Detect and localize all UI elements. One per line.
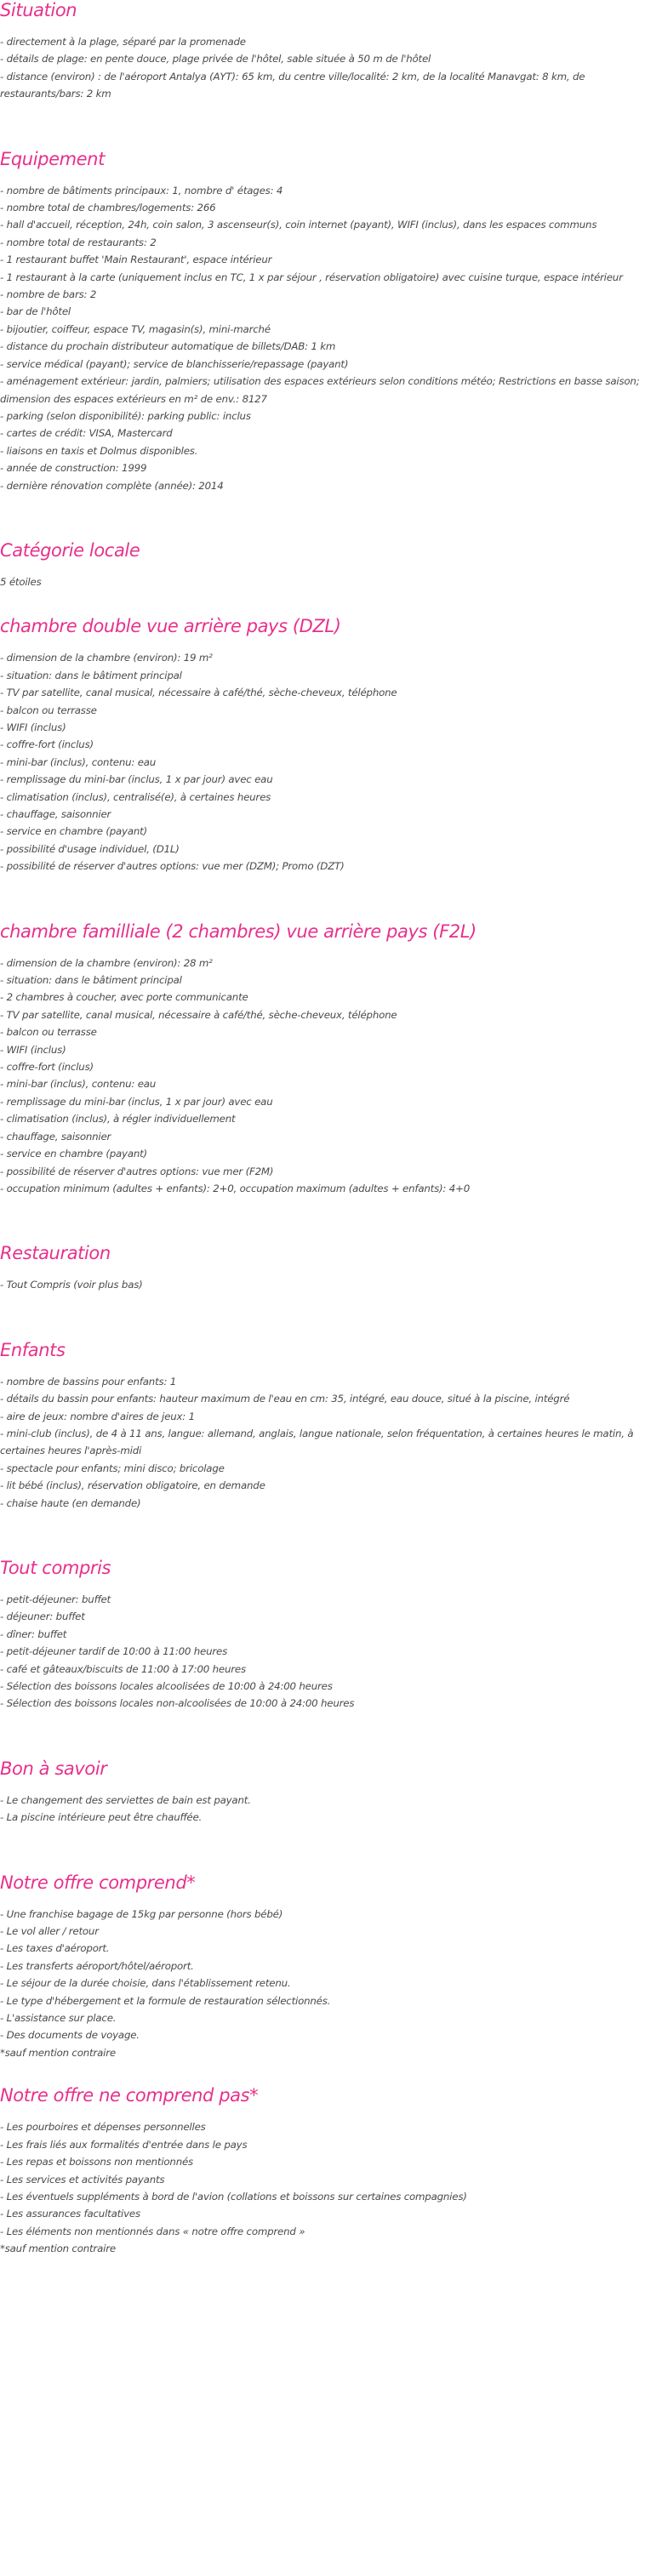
list-item: - service médical (payant); service de blanchisserie/repassage (payant): [0, 357, 349, 370]
list-item: - La piscine intérieure peut être chauffée.: [0, 1811, 203, 1824]
list-item: - parking (selon disponibilité): parking public: inclus: [0, 409, 251, 422]
list-item: - Tout Compris (voir plus bas): [0, 1279, 143, 1291]
list-item: - dimension de la chambre (environ): 28 m²: [0, 956, 213, 969]
list-item: - remplissage du mini-bar (inclus, 1 x par jour) avec eau: [0, 1095, 273, 1108]
section-body-equipement: [0, 182, 645, 494]
list-item: - possibilité d'usage individuel, (D1L): [0, 842, 180, 855]
list-item: - mini-bar (inclus), contenu: eau: [0, 1078, 157, 1091]
section-title-restauration: Restauration: [0, 1243, 111, 1264]
section-body-offre-comprend: [0, 1906, 645, 2062]
list-item: - dernière rénovation complète (année): 2014: [0, 479, 224, 492]
list-item: - climatisation (inclus), à régler individuellement: [0, 1113, 236, 1126]
footnote: *sauf mention contraire: [0, 2243, 116, 2255]
list-item: - liaisons en taxis et Dolmus disponibles.: [0, 444, 198, 457]
list-item: - Les pourboires et dépenses personnelles: [0, 2121, 206, 2134]
list-item: - situation: dans le bâtiment principal: [0, 974, 182, 987]
list-item: - nombre de bâtiments principaux: 1, nombre d' étages: 4: [0, 184, 283, 197]
list-item: - chauffage, saisonnier: [0, 1130, 111, 1143]
list-item: - coffre-fort (inclus): [0, 738, 94, 751]
list-item: - possibilité de réserver d'autres options: vue mer (DZM); Promo (DZT): [0, 860, 345, 873]
list-item: - WIFI (inclus): [0, 1043, 66, 1056]
list-item: - Le type d'hébergement et la formule de restauration sélectionnés.: [0, 1994, 331, 2007]
list-item: - Les repas et boissons non mentionnés: [0, 2156, 193, 2169]
list-item: - petit-déjeuner tardif de 10:00 à 11:00 heures: [0, 1645, 228, 1658]
section-title-enfants: Enfants: [0, 1339, 66, 1360]
list-item: - hall d'accueil, réception, 24h, coin salon, 3 ascenseur(s), coin internet (payant), WIFI (inclus), dans les espaces communs: [0, 219, 597, 231]
list-item: - détails de plage: en pente douce, plage privée de l'hôtel, sable située à 50 m de l'hôtel: [0, 53, 431, 66]
section-title-f2l: chambre familliale (2 chambres) vue arrière pays (F2L): [0, 920, 477, 942]
list-item: - chaise haute (en demande): [0, 1496, 141, 1509]
list-item: - balcon ou terrasse: [0, 1026, 97, 1039]
list-item: - 2 chambres à coucher, avec porte communicante: [0, 991, 248, 1004]
list-item: - dîner: buffet: [0, 1627, 67, 1640]
section-title-offre-ne-comprend-pas: Notre offre ne comprend pas*: [0, 2085, 259, 2106]
list-item: - Les transferts aéroport/hôtel/aéroport.: [0, 1959, 194, 1972]
list-item: - Sélection des boissons locales alcoolisées de 10:00 à 24:00 heures: [0, 1680, 333, 1692]
list-item: - nombre de bassins pour enfants: 1: [0, 1375, 177, 1388]
list-item: - remplissage du mini-bar (inclus, 1 x par jour) avec eau: [0, 773, 273, 786]
list-item: - nombre total de restaurants: 2: [0, 236, 157, 248]
list-item: - Les éléments non mentionnés dans « notre offre comprend »: [0, 2225, 305, 2237]
list-item: - déjeuner: buffet: [0, 1610, 85, 1623]
list-item: - TV par satellite, canal musical, nécessaire à café/thé, sèche-cheveux, téléphone: [0, 1008, 397, 1021]
section-body-tout-compris: [0, 1591, 645, 1713]
list-item: - nombre de bars: 2: [0, 288, 97, 301]
list-item: - Des documents de voyage.: [0, 2029, 140, 2042]
list-item: - situation: dans le bâtiment principal: [0, 669, 182, 681]
list-item: - L'assistance sur place.: [0, 2012, 117, 2025]
list-item: - 1 restaurant buffet 'Main Restaurant', espace intérieur: [0, 254, 272, 266]
section-body-f2l: [0, 955, 645, 1198]
list-item: - mini-bar (inclus), contenu: eau: [0, 755, 157, 768]
list-item: - Les frais liés aux formalités d'entrée dans le pays: [0, 2138, 248, 2151]
list-item: - mini-club (inclus), de 4 à 11 ans, langue: allemand, anglais, langue nationale, selon fréquentation, à certaines heures le matin, à certaines heures l'après-midi: [0, 1427, 634, 1457]
list-item: - possibilité de réserver d'autres options: vue mer (F2M): [0, 1165, 274, 1177]
list-item: - Le vol aller / retour: [0, 1925, 99, 1938]
section-body-dzl: [0, 649, 645, 875]
list-item: - service en chambre (payant): [0, 825, 147, 838]
list-item: - détails du bassin pour enfants: hauteur maximum de l'eau en cm: 35, intégré, eau douce, situé à la piscine, intégré: [0, 1393, 570, 1405]
section-body-restauration: [0, 1276, 645, 1293]
list-item: - WIFI (inclus): [0, 721, 66, 733]
section-title-bon-a-savoir: Bon à savoir: [0, 1758, 107, 1779]
list-item: - distance (environ) : de l'aéroport Antalya (AYT): 65 km, du centre ville/localité: 2 km, de la localité Manavgat: 8 km, de restaurants/bars: 2 km: [0, 70, 585, 100]
section-title-equipement: Equipement: [0, 148, 105, 169]
list-item: - Les assurances facultatives: [0, 2208, 140, 2220]
list-item: - café et gâteaux/biscuits de 11:00 à 17:00 heures: [0, 1662, 246, 1675]
list-item: - Les services et activités payants: [0, 2173, 165, 2186]
list-item: - service en chambre (payant): [0, 1148, 147, 1160]
section-body-situation: [0, 33, 645, 103]
list-item: - Le séjour de la durée choisie, dans l'établissement retenu.: [0, 1977, 291, 1990]
list-item: - distance du prochain distributeur automatique de billets/DAB: 1 km: [0, 340, 336, 353]
list-item: - bar de l'hôtel: [0, 305, 71, 318]
list-item: - aménagement extérieur: jardin, palmiers; utilisation des espaces extérieurs selon conditions météo; Restrictions en basse saison; dimension des espaces extérieurs en m² de env.: 8127: [0, 375, 640, 405]
list-item: - petit-déjeuner: buffet: [0, 1593, 111, 1605]
list-item: 5 étoiles: [0, 575, 42, 588]
section-body-bon-a-savoir: [0, 1792, 645, 1827]
footnote: *sauf mention contraire: [0, 2046, 116, 2059]
list-item: - lit bébé (inclus), réservation obligatoire, en demande: [0, 1479, 265, 1492]
section-title-tout-compris: Tout compris: [0, 1557, 111, 1578]
list-item: - 1 restaurant à la carte (uniquement inclus en TC, 1 x par séjour , réservation obligatoire) avec cuisine turque, espace intérieur: [0, 271, 623, 283]
section-body-categorie: [0, 573, 645, 590]
section-title-offre-comprend: Notre offre comprend*: [0, 1872, 196, 1893]
list-item: - bijoutier, coiffeur, espace TV, magasin(s), mini-marché: [0, 322, 271, 335]
list-item: - balcon ou terrasse: [0, 704, 97, 716]
list-item: - aire de jeux: nombre d'aires de jeux: 1: [0, 1410, 195, 1422]
list-item: - Une franchise bagage de 15kg par personne (hors bébé): [0, 1907, 283, 1920]
list-item: - occupation minimum (adultes + enfants): 2+0, occupation maximum (adultes + enfants): 4+0: [0, 1182, 471, 1194]
section-body-enfants: [0, 1373, 645, 1512]
list-item: - cartes de crédit: VISA, Mastercard: [0, 427, 173, 440]
list-item: - Sélection des boissons locales non-alcoolisées de 10:00 à 24:00 heures: [0, 1697, 355, 1710]
section-body-offre-ne-comprend-pas: [0, 2118, 645, 2257]
list-item: - année de construction: 1999: [0, 462, 147, 475]
section-title-situation: Situation: [0, 0, 77, 20]
list-item: - directement à la plage, séparé par la promenade: [0, 36, 246, 48]
section-title-dzl: chambre double vue arrière pays (DZL): [0, 616, 341, 637]
list-item: - chauffage, saisonnier: [0, 808, 111, 820]
list-item: - nombre total de chambres/logements: 266: [0, 202, 216, 214]
section-title-categorie: Catégorie locale: [0, 539, 140, 561]
list-item: - TV par satellite, canal musical, nécessaire à café/thé, sèche-cheveux, téléphone: [0, 687, 397, 699]
list-item: - coffre-fort (inclus): [0, 1061, 94, 1074]
list-item: - Les éventuels suppléments à bord de l'avion (collations et boissons sur certaines compagnies): [0, 2190, 467, 2203]
list-item: - Les taxes d'aéroport.: [0, 1942, 110, 1955]
list-item: - dimension de la chambre (environ): 19 m²: [0, 652, 213, 664]
list-item: - climatisation (inclus), centralisé(e), à certaines heures: [0, 790, 271, 803]
list-item: - spectacle pour enfants; mini disco; bricolage: [0, 1462, 225, 1474]
list-item: - Le changement des serviettes de bain est payant.: [0, 1793, 251, 1806]
